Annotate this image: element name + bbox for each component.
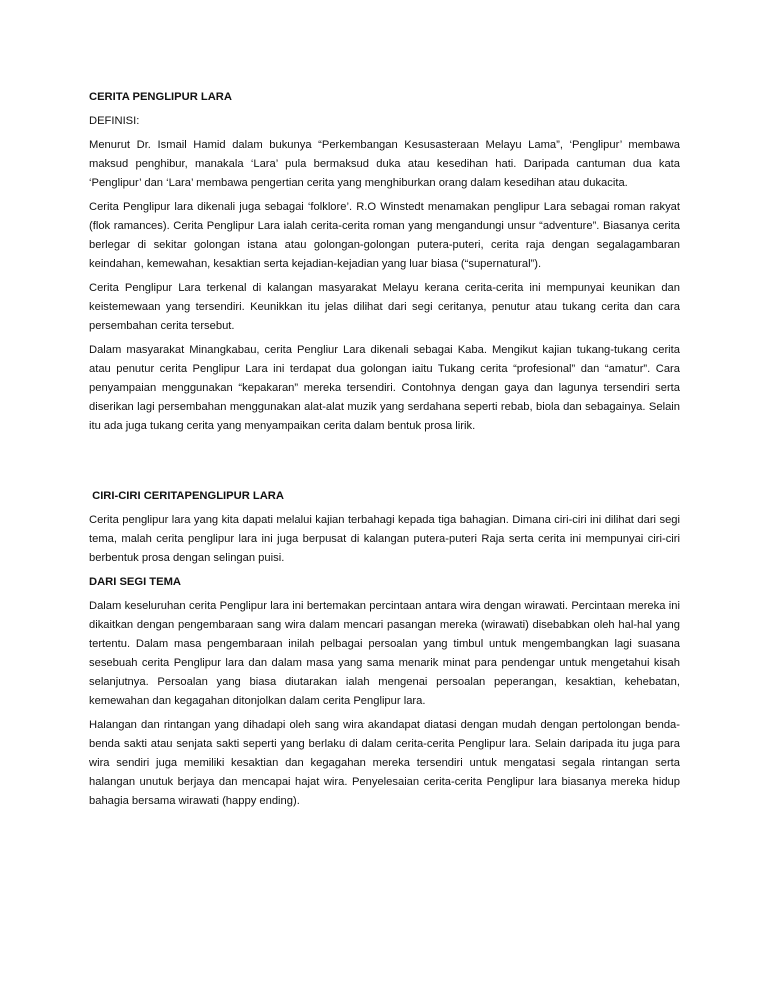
paragraph: Cerita Penglipur Lara terkenal di kalangan masyarakat Melayu kerana cerita-cerita ini mempunyai keunikan dan keistemewaan yang tersendiri. Keunikkan itu jelas dilihat dari segi ceritanya, penutur atau tukang cerita dan cara persembahan cerita tersebut. (89, 282, 680, 332)
section-spacer (89, 441, 680, 487)
section-heading-ciri: CIRI-CIRI CERITAPENGLIPUR LARA (89, 490, 284, 502)
paragraph: Halangan dan rintangan yang dihadapi oleh sang wira akandapat diatasi dengan mudah dengan pertolongan benda-benda sakti atau senjata sakti seperti yang berlaku di dalam cerita-cerita Penglipur lara. Selain daripada itu juga para wira sendiri juga memiliki kesaktian dan kegagahan mereka tersendiri untuk mengatasi segala rintangan serta halangan unutuk berjaya dan mencapai hajat wira. Penyelesaian cerita-cerita Penglipur lara biasanya mereka hidup bahagia bersama wirawati (happy ending). (89, 719, 680, 807)
paragraph: Cerita penglipur lara yang kita dapati melalui kajian terbahagi kepada tiga bahagian. Dimana ciri-ciri ini dilihat dari segi tema, malah cerita penglipur lara ini juga berpusat di kalangan putera-puteri Raja serta cerita ini mempunyai ciri-ciri berbentuk prosa dengan selingan puisi. (89, 514, 680, 564)
paragraph: Dalam keseluruhan cerita Penglipur lara ini bertemakan percintaan antara wira dengan wirawati. Percintaan mereka ini dikaitkan dengan pengembaraan sang wira dalam mencari pasangan mereka (wirawati) disebabkan oleh hal-hal yang tertentu. Dalam masa pengembaraan inilah pelbagai persoalan yang timbul untuk mengembangkan lagi suasana sesebuah cerita Penglipur lara dan dalam masa yang sama menarik minat para pendengar untuk mengetahui kisah selanjutnya. Persoalan yang biasa diutarakan ialah mengenai persoalan peperangan, kesaktian, kehebatan, kemewahan dan kegagahan ditonjolkan dalam cerita Penglipur lara. (89, 600, 680, 707)
definisi-label: DEFINISI: (89, 115, 140, 127)
document-body (89, 88, 680, 816)
paragraph: Cerita Penglipur lara dikenali juga sebagai ‘folklore’. R.O Winstedt menamakan penglipur Lara sebagai roman rakyat (flok ramances). Cerita Penglipur Lara ialah cerita-cerita roman yang mengandungi unsur “adventure”. Biasanya cerita berlegar di sekitar golongan istana atau golongan-golongan putera-puteri, cerita raja dengan segalagambaran keindahan, kemewahan, kesaktian serta kejadian-kejadian yang luar biasa (“supernatural”). (89, 201, 680, 270)
page-title: CERITA PENGLIPUR LARA (89, 91, 232, 103)
paragraph: Menurut Dr. Ismail Hamid dalam bukunya “Perkembangan Kesusasteraan Melayu Lama”, ‘Penglipur’ membawa maksud penghibur, manakala ‘Lara’ pula bermaksud duka atau kesedihan hati. Daripada cantuman dua kata ‘Penglipur’ dan ‘Lara’ membawa pengertian cerita yang menghiburkan orang dalam kesedihan atau dukacita. (89, 139, 680, 189)
paragraph: Dalam masyarakat Minangkabau, cerita Pengliur Lara dikenali sebagai Kaba. Mengikut kajian tukang-tukang cerita atau penutur cerita Penglipur Lara ini terdapat dua golongan iaitu Tukang cerita “profesional” dan “amatur”. Cara penyampaian menggunakan “kepakaran” mereka tersendiri. Contohnya dengan gaya dan lagunya tersendiri serta diserikan lagi persembahan menggunakan alat-alat muzik yang serdahana seperti rebab, biola dan sebagainya. Selain itu ada juga tukang cerita yang menyampaikan cerita dalam bentuk prosa lirik. (89, 344, 680, 432)
section-heading-tema: DARI SEGI TEMA (89, 576, 181, 588)
